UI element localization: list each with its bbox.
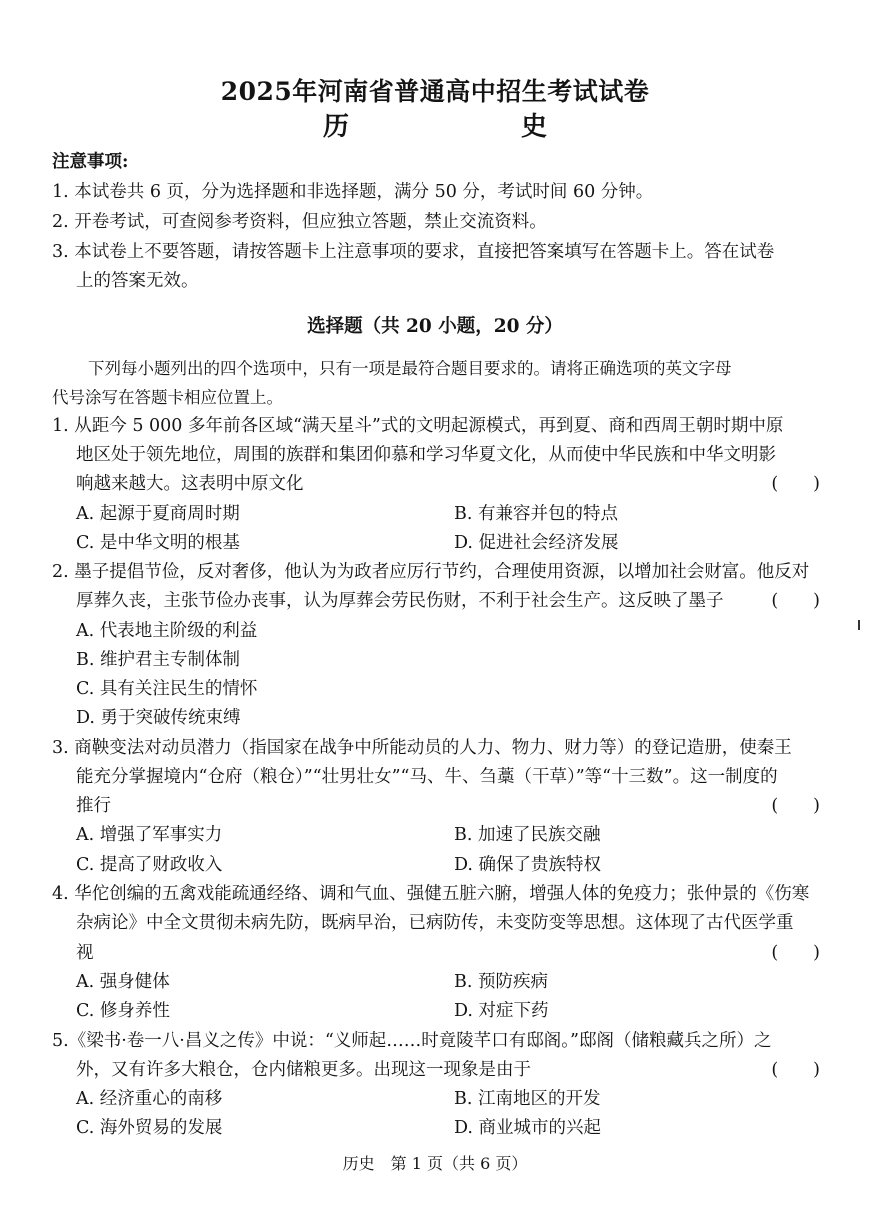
- subject-title: 历 史: [322, 112, 587, 142]
- option-d: D. 确保了贵族特权: [454, 855, 602, 875]
- notice-item-1: 1. 本试卷共 6 页，分为选择题和非选择题，满分 50 分，考试时间 60 分钟。: [52, 182, 654, 202]
- option-a: A. 经济重心的南移: [76, 1089, 223, 1109]
- option-d: D. 促进社会经济发展: [454, 533, 619, 553]
- option-a: A. 强身健体: [76, 972, 170, 992]
- option-b: B. 江南地区的开发: [454, 1089, 601, 1109]
- option-b: B. 有兼容并包的特点: [454, 504, 618, 524]
- section-instruction-cont: 代号涂写在答题卡相应位置上。: [52, 388, 283, 407]
- question-3-line-3: 推行: [76, 796, 111, 816]
- option-b: B. 维护君主专制体制: [76, 650, 240, 670]
- question-1-line-3: 响越来越大。这表明中原文化: [76, 474, 304, 494]
- option-a: A. 起源于夏商周时期: [76, 504, 240, 524]
- question-1-line-1: 1. 从距今 5 000 多年前各区域“满天星斗”式的文明起源模式，再到夏、商和西周王朝时期中原: [52, 416, 784, 436]
- notice-item-3: 3. 本试卷上不要答题，请按答题卡上注意事项的要求，直接把答案填写在答题卡上。答在试卷: [52, 242, 775, 262]
- question-5-line-1: 5.《梁书·卷一八·昌义之传》中说：“义师起……时竟陵芊口有邸阁。”邸阁（储粮藏兵之所）之: [52, 1031, 772, 1051]
- answer-bracket: ( ): [771, 1060, 820, 1080]
- option-d: D. 商业城市的兴起: [454, 1118, 602, 1138]
- question-4-line-1: 4. 华佗创编的五禽戏能疏通经络、调和气血、强健五脏六腑，增强人体的免疫力；张仲景的《伤寒: [52, 884, 810, 904]
- notice-item-3-cont: 上的答案无效。: [76, 271, 199, 291]
- option-b: B. 加速了民族交融: [454, 825, 601, 845]
- option-c: C. 提高了财政收入: [76, 855, 223, 875]
- answer-bracket: ( ): [771, 474, 820, 494]
- option-a: A. 代表地主阶级的利益: [76, 621, 258, 641]
- question-2-line-1: 2. 墨子提倡节俭，反对奢侈，他认为为政者应厉行节约，合理使用资源，以增加社会财富。他反对: [52, 562, 810, 582]
- notice-heading: 注意事项:: [52, 152, 129, 172]
- option-c: C. 是中华文明的根基: [76, 533, 240, 553]
- section-instruction: 下列每小题列出的四个选项中，只有一项是最符合题目要求的。请将正确选项的英文字母: [88, 359, 732, 378]
- option-c: C. 具有关注民生的情怀: [76, 679, 258, 699]
- section-title: 选择题（共 20 小题，20 分）: [307, 316, 563, 337]
- option-a: A. 增强了军事实力: [76, 825, 223, 845]
- exam-title: 2025年河南省普通高中招生考试试卷: [220, 77, 650, 106]
- option-d: D. 勇于突破传统束缚: [76, 708, 241, 728]
- option-d: D. 对症下药: [454, 1001, 549, 1021]
- answer-bracket: ( ): [771, 796, 820, 816]
- question-5-line-2: 外，又有许多大粮仓，仓内储粮更多。出现这一现象是由于: [76, 1060, 531, 1080]
- question-3-line-1: 3. 商鞅变法对动员潜力（指国家在战争中所能动员的人力、物力、财力等）的登记造册，使秦王: [52, 738, 792, 758]
- question-4-line-2: 杂病论》中全文贯彻未病先防，既病早治，已病防传，未变防变等思想。这体现了古代医学重: [76, 913, 794, 933]
- option-c: C. 修身养性: [76, 1001, 170, 1021]
- question-2-line-2: 厚葬久丧，主张节俭办丧事，认为厚葬会劳民伤财，不利于社会生产。这反映了墨子: [76, 591, 724, 611]
- question-1-line-2: 地区处于领先地位，周围的族群和集团仰慕和学习华夏文化，从而使中华民族和中华文明影: [76, 445, 776, 465]
- scan-mark: [858, 620, 860, 630]
- question-3-line-2: 能充分掌握境内“仓府（粮仓）”“壮男壮女”“马、牛、刍藁（干草）”等“十三数”。这一制度的: [76, 767, 778, 787]
- option-c: C. 海外贸易的发展: [76, 1118, 223, 1138]
- notice-item-2: 2. 开卷考试，可查阅参考资料，但应独立答题，禁止交流资料。: [52, 212, 547, 232]
- answer-bracket: ( ): [771, 943, 820, 963]
- option-b: B. 预防疾病: [454, 972, 548, 992]
- page-footer: 历史 第 1 页（共 6 页）: [342, 1154, 528, 1173]
- question-4-line-3: 视: [76, 943, 94, 963]
- answer-bracket: ( ): [771, 591, 820, 611]
